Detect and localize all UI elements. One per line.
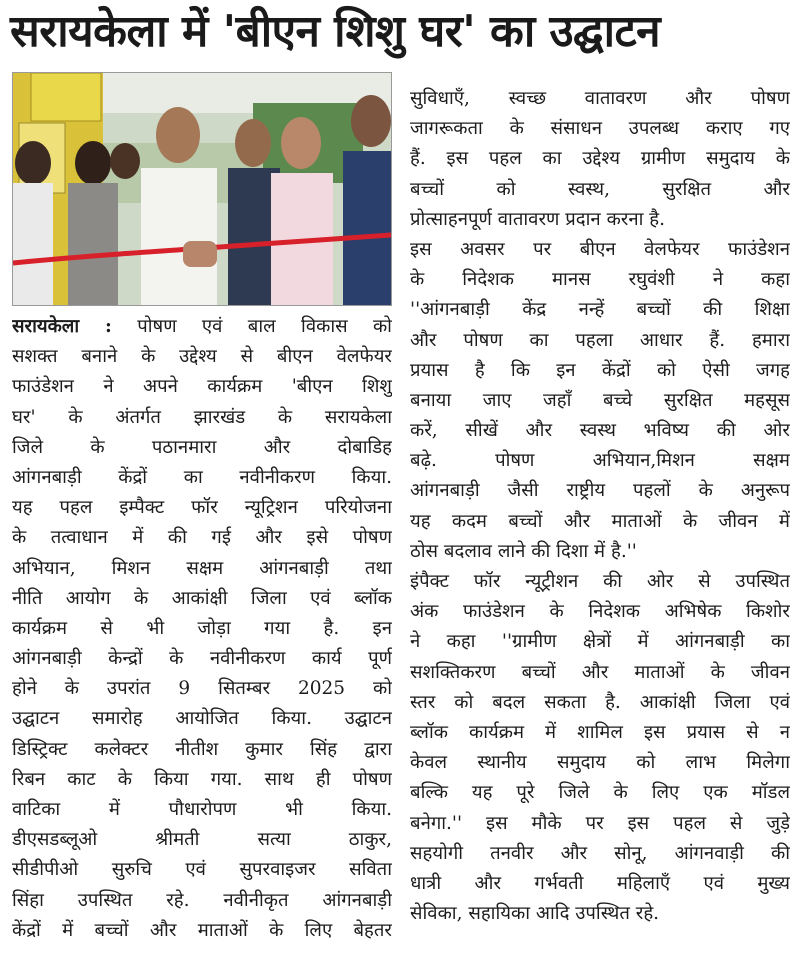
- article-line: ब्लॉक कार्यक्रम में शामिल इस प्रयास से न: [410, 721, 790, 743]
- article-line: धात्री और गर्भवती महिलाएँ एवं मुख्य: [410, 872, 790, 894]
- article-line: प्रोत्साहनपूर्ण वातावरण प्रदान करना है.: [410, 208, 665, 230]
- article-line: आंगनबाड़ी जैसी राष्ट्रीय पहलों के अनुरूप: [410, 480, 790, 502]
- article-line: सशक्तिकरण बच्चों और माताओं के जीवन: [410, 661, 790, 683]
- article-line: नीति आयोग के आकांक्षी जिला एवं ब्लॉक: [12, 587, 392, 609]
- article-line: घर' के अंतर्गत झारखंड के सरायकेला: [12, 406, 392, 428]
- article-line: केवल स्थानीय समुदाय को लाभ मिलेगा: [410, 752, 790, 774]
- article-right-column: [410, 84, 790, 929]
- article-line: कार्यक्रम से भी जोड़ा गया है. इन: [12, 617, 392, 639]
- ribbon-cutting-photo-icon: [13, 73, 391, 305]
- article-line: अंक फाउंडेशन के निदेशक अभिषेक किशोर: [410, 601, 790, 623]
- article-line: सशक्त बनाने के उद्देश्य से बीएन वेलफेयर: [12, 346, 392, 368]
- article-line: रिबन काट के किया गया. साथ ही पोषण: [12, 768, 392, 790]
- article-line: स्तर को बदल सकता है. आकांक्षी जिला एवं: [410, 691, 790, 713]
- article-line: जिले के पठानमारा और दोबाडिह: [12, 436, 392, 458]
- article-line: अभियान, मिशन सक्षम आंगनबाड़ी तथा: [12, 557, 392, 579]
- article-line: होने के उपरांत 9 सितम्बर 2025 को: [12, 678, 392, 700]
- article-line: इस अवसर पर बीएन वेलफेयर फाउंडेशन: [410, 238, 790, 260]
- article-line: के निदेशक मानस रघुवंशी ने कहा: [410, 269, 790, 291]
- article-line: इंपैक्ट फॉर न्यूट्रीशन की ओर से उपस्थित: [410, 571, 790, 592]
- article-line: प्रयास है कि इन केंद्रों को ऐसी जगह: [410, 359, 790, 381]
- article-line: फाउंडेशन ने अपने कार्यक्रम 'बीएन शिशु: [12, 376, 392, 398]
- article-line: यह कदम बच्चों और माताओं के जीवन में: [410, 510, 790, 532]
- article-line: सरायकेला : पोषण एवं बाल विकास को: [12, 316, 392, 337]
- news-photo: [12, 72, 392, 306]
- article-line: बनेगा.'' इस मौके पर इस पहल से जुड़े: [410, 812, 790, 834]
- article-line: केंद्रों में बच्चों और माताओं के लिए बेहतर: [12, 919, 392, 941]
- article-line: जागरूकता के संसाधन उपलब्ध कराए गए: [410, 118, 790, 140]
- article-line: करें, सीखें और स्वस्थ भविष्य की ओर: [410, 420, 790, 442]
- article-line: आंगनबाड़ी केन्द्रों के नवीनीकरण कार्य पूर्ण: [12, 648, 392, 670]
- article-line: डीएसडब्लूओ श्रीमती सत्या ठाकुर,: [12, 829, 392, 851]
- article-line: ने कहा ''ग्रामीण क्षेत्रों में आंगनबाड़ी का: [410, 631, 790, 653]
- article-line: सेविका, सहायिका आदि उपस्थित रहे.: [410, 903, 660, 925]
- article-line: बनाया जाए जहाँ बच्चे सुरक्षित महसूस: [410, 389, 790, 411]
- headline: सरायकेला में 'बीएन शिशु घर' का उद्घाटन: [10, 6, 661, 57]
- article-line: डिस्ट्रिक्ट कलेक्टर नीतीश कुमार सिंह द्वारा: [12, 738, 392, 760]
- article-line: आंगनबाड़ी केंद्रों का नवीनीकरण किया.: [12, 466, 392, 488]
- article-line: ''आंगनबाड़ी केंद्र नन्हें बच्चों की शिक्षा: [410, 299, 790, 321]
- article-line: सुविधाएँ, स्वच्छ वातावरण और पोषण: [410, 88, 790, 109]
- article-left-column: [12, 312, 392, 946]
- article-line: सिंहा उपस्थित रहे. नवीनीकृत आंगनबाड़ी: [12, 889, 392, 911]
- article-line: हैं. इस पहल का उद्देश्य ग्रामीण समुदाय के: [410, 148, 790, 170]
- article-line: और पोषण का पहला आधार हैं. हमारा: [410, 329, 790, 351]
- article-line: वाटिका में पौधारोपण भी किया.: [12, 799, 392, 820]
- dateline: सरायकेला :: [12, 316, 112, 337]
- article-line: बच्चों को स्वस्थ, सुरक्षित और: [410, 178, 790, 200]
- article-line: बल्कि यह पूरे जिले के लिए एक मॉडल: [410, 782, 790, 804]
- article-line: यह पहल इम्पैक्ट फॉर न्यूट्रिशन परियोजना: [12, 497, 392, 519]
- article-line: बढ़े. पोषण अभियान,मिशन सक्षम: [410, 450, 790, 472]
- article-line: सीडीपीओ सुरुचि एवं सुपरवाइजर सविता: [12, 859, 392, 881]
- article-line: के तत्वाधान में की गई और इसे पोषण: [12, 527, 392, 549]
- article-line: ठोस बदलाव लाने की दिशा में है.'': [410, 540, 637, 562]
- article-line: सहयोगी तनवीर और सोनू, आंगनवाड़ी की: [410, 842, 790, 864]
- article-line: उद्घाटन समारोह आयोजित किया. उद्घाटन: [12, 708, 392, 730]
